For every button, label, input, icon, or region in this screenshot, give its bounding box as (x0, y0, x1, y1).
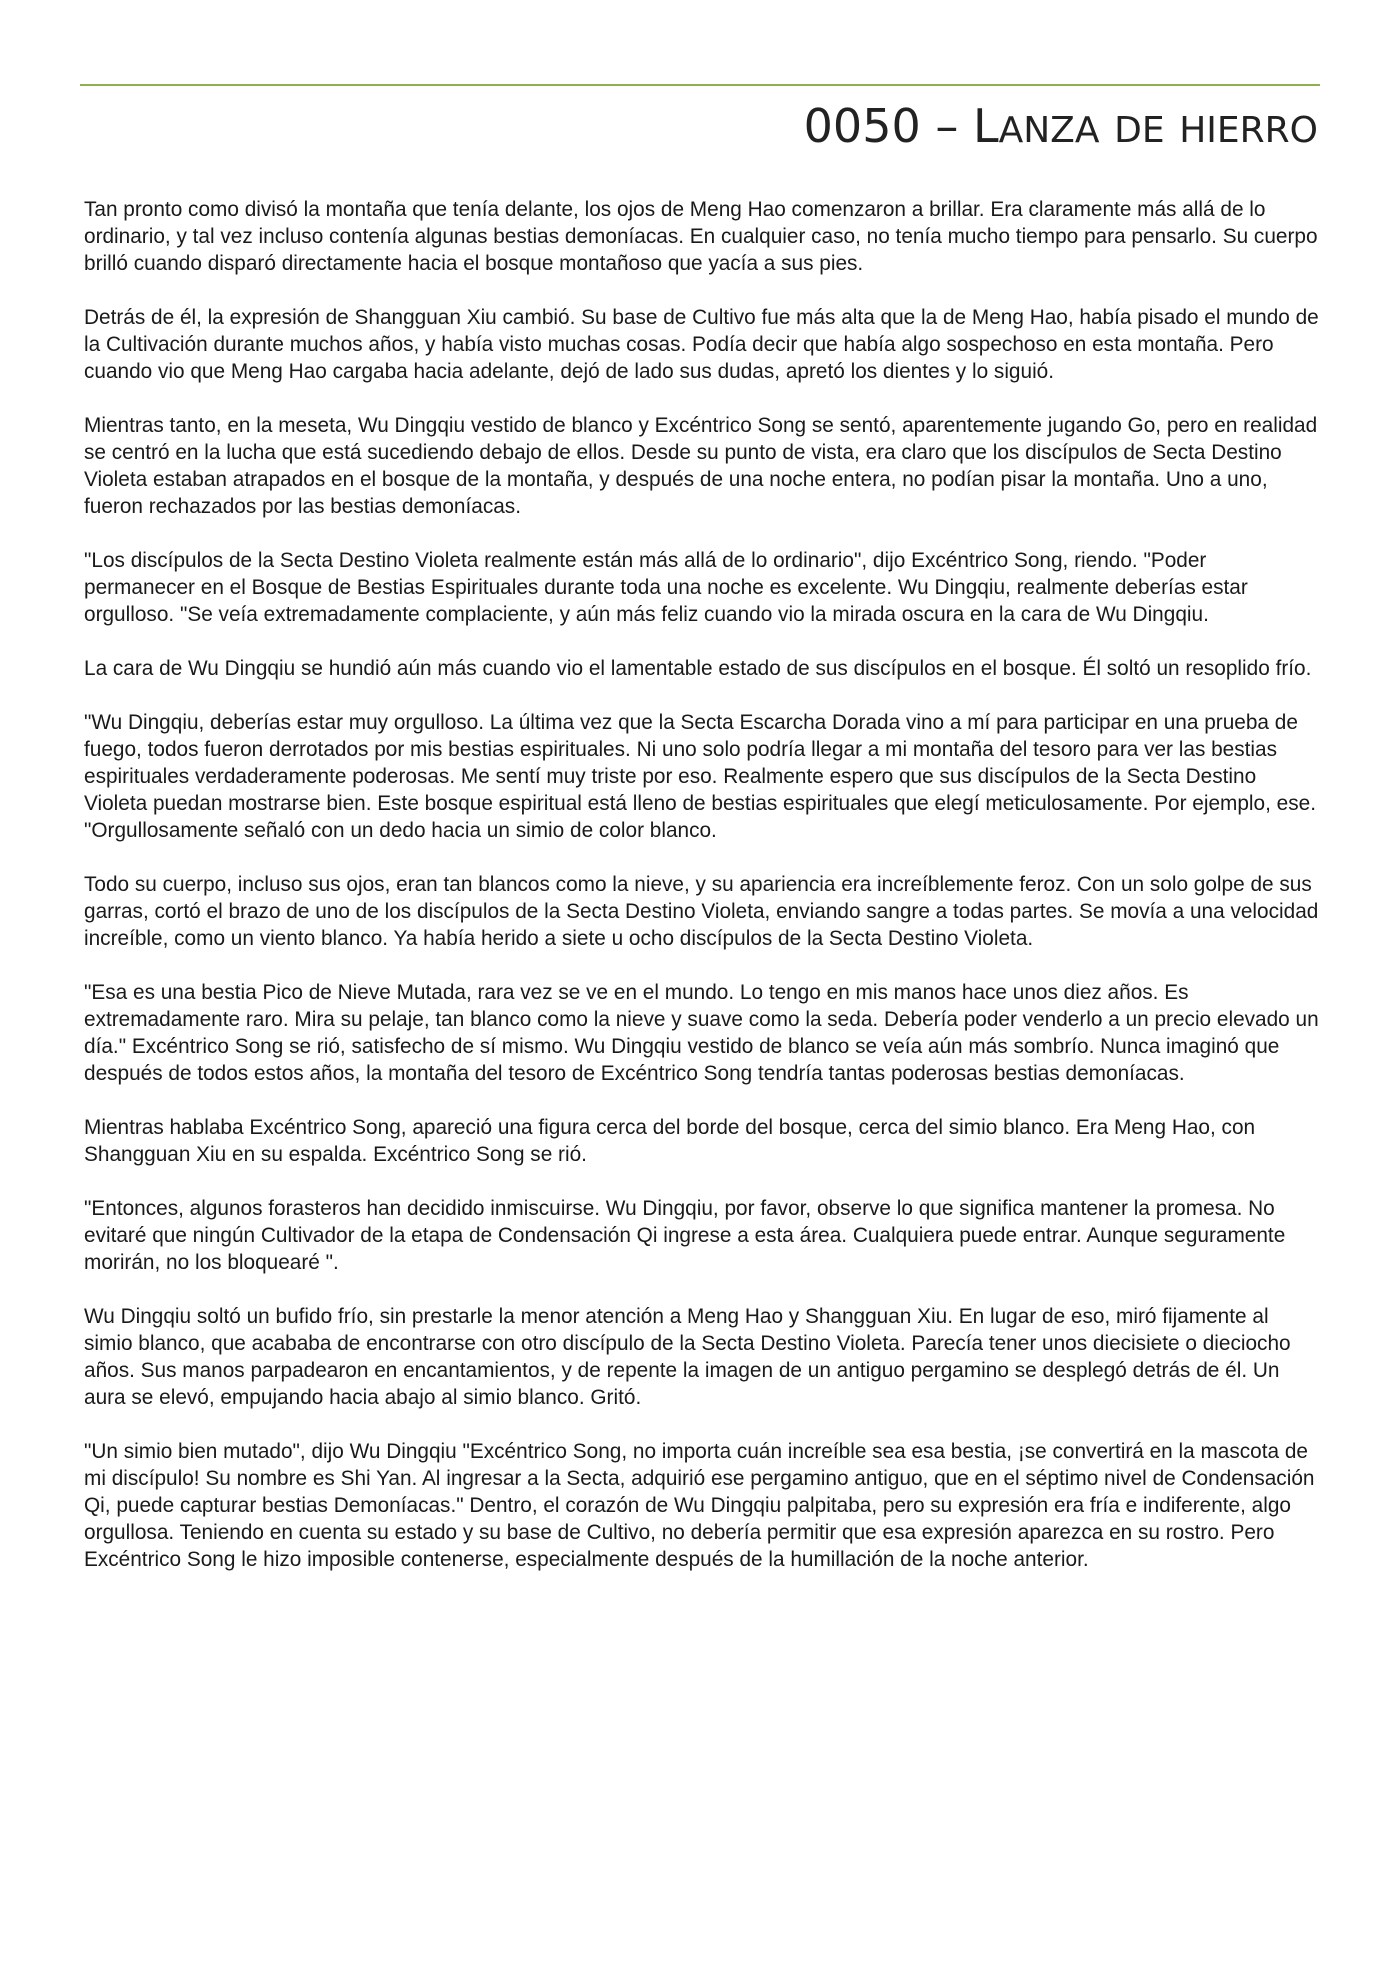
paragraph: Mientras tanto, en la meseta, Wu Dingqiu vestido de blanco y Excéntrico Song se sentó, aparentemente jugando Go, pero en realidad se centró en la lucha que está sucediendo debajo de ellos. Desde su punto de vista, era claro que los discípulos de Secta Destino Violeta estaban atrapados en el bosque de la montaña, y después de una noche entera, no podían pisar la montaña. Uno a uno, fueron rechazados por las bestias demoníacas. (84, 414, 1318, 518)
paragraph: "Los discípulos de la Secta Destino Violeta realmente están más allá de lo ordinario", dijo Excéntrico Song, riendo. "Poder permanecer en el Bosque de Bestias Espirituales durante toda una noche es excelente. Wu Dingqiu, realmente deberías estar orgulloso. "Se veía extremadamente complaciente, y aún más feliz cuando vio la mirada oscura en la cara de Wu Dingqiu. (84, 549, 1248, 626)
paragraph: "Un simio bien mutado", dijo Wu Dingqiu "Excéntrico Song, no importa cuán increíble sea esa bestia, ¡se convertirá en la mascota de mi discípulo! Su nombre es Shi Yan. Al ingresar a la Secta, adquirió ese pergamino antiguo, que en el séptimo nivel de Condensación Qi, puede capturar bestias Demoníacas." Dentro, el corazón de Wu Dingqiu palpitaba, pero su expresión era fría e indiferente, algo orgullosa. Teniendo en cuenta su estado y su base de Cultivo, no debería permitir que esa expresión aparezca en su rostro. Pero Excéntrico Song le hizo imposible contenerse, especialmente después de la humillación de la noche anterior. (84, 1440, 1315, 1571)
paragraph: Detrás de él, la expresión de Shangguan Xiu cambió. Su base de Cultivo fue más alta que la de Meng Hao, había pisado el mundo de la Cultivación durante muchos años, y había visto muchas cosas. Podía decir que había algo sospechoso en esta montaña. Pero cuando vio que Meng Hao cargaba hacia adelante, dejó de lado sus dudas, apretó los dientes y lo siguió. (84, 306, 1319, 383)
paragraph: Todo su cuerpo, incluso sus ojos, eran tan blancos como la nieve, y su apariencia era increíblemente feroz. Con un solo golpe de sus garras, cortó el brazo de uno de los discípulos de la Secta Destino Violeta, enviando sangre a todas partes. Se movía a una velocidad increíble, como un viento blanco. Ya había herido a siete u ocho discípulos de la Secta Destino Violeta. (84, 873, 1319, 950)
chapter-title (804, 96, 1318, 161)
chapter-number: 0050 (803, 99, 921, 153)
paragraph: Tan pronto como divisó la montaña que tenía delante, los ojos de Meng Hao comenzaron a brillar. Era claramente más allá de lo ordinario, y tal vez incluso contenía algunas bestias demoníacas. En cualquier caso, no tenía mucho tiempo para pensarlo. Su cuerpo brilló cuando disparó directamente hacia el bosque montañoso que yacía a sus pies. (84, 198, 1318, 275)
paragraph: La cara de Wu Dingqiu se hundió aún más cuando vio el lamentable estado de sus discípulos en el bosque. Él soltó un resoplido frío. (84, 657, 1312, 680)
chapter-body (84, 196, 1322, 1600)
chapter-title-text: LANZA DE HIERRO (972, 99, 1318, 153)
title-dash: – (935, 99, 959, 153)
paragraph: "Entonces, algunos forasteros han decidido inmiscuirse. Wu Dingqiu, por favor, observe lo que significa mantener la promesa. No evitaré que ningún Cultivador de la etapa de Condensación Qi ingrese a esta área. Cualquiera puede entrar. Aunque seguramente morirán, no los bloquearé ". (84, 1197, 1286, 1274)
paragraph: Mientras hablaba Excéntrico Song, apareció una figura cerca del borde del bosque, cerca del simio blanco. Era Meng Hao, con Shangguan Xiu en su espalda. Excéntrico Song se rió. (84, 1116, 1256, 1166)
header-rule (80, 84, 1320, 86)
paragraph: "Wu Dingqiu, deberías estar muy orgulloso. La última vez que la Secta Escarcha Dorada vino a mí para participar en una prueba de fuego, todos fueron derrotados por mis bestias espirituales. Ni uno solo podría llegar a mi montaña del tesoro para ver las bestias espirituales verdaderamente poderosas. Me sentí muy triste por eso. Realmente espero que sus discípulos de la Secta Destino Violeta puedan mostrarse bien. Este bosque espiritual está lleno de bestias espirituales que elegí meticulosamente. Por ejemplo, ese. "Orgullosamente señaló con un dedo hacia un simio de color blanco. (84, 711, 1316, 842)
paragraph: "Esa es una bestia Pico de Nieve Mutada, rara vez se ve en el mundo. Lo tengo en mis manos hace unos diez años. Es extremadamente raro. Mira su pelaje, tan blanco como la nieve y suave como la seda. Debería poder venderlo a un precio elevado un día." Excéntrico Song se rió, satisfecho de sí mismo. Wu Dingqiu vestido de blanco se veía aún más sombrío. Nunca imaginó que después de todos estos años, la montaña del tesoro de Excéntrico Song tendría tantas poderosas bestias demoníacas. (84, 981, 1319, 1085)
paragraph: Wu Dingqiu soltó un bufido frío, sin prestarle la menor atención a Meng Hao y Shangguan Xiu. En lugar de eso, miró fijamente al simio blanco, que acababa de encontrarse con otro discípulo de la Secta Destino Violeta. Parecía tener unos diecisiete o dieciocho años. Sus manos parpadearon en encantamientos, y de repente la imagen de un antiguo pergamino se desplegó detrás de él. Un aura se elevó, empujando hacia abajo al simio blanco. Gritó. (84, 1305, 1291, 1409)
